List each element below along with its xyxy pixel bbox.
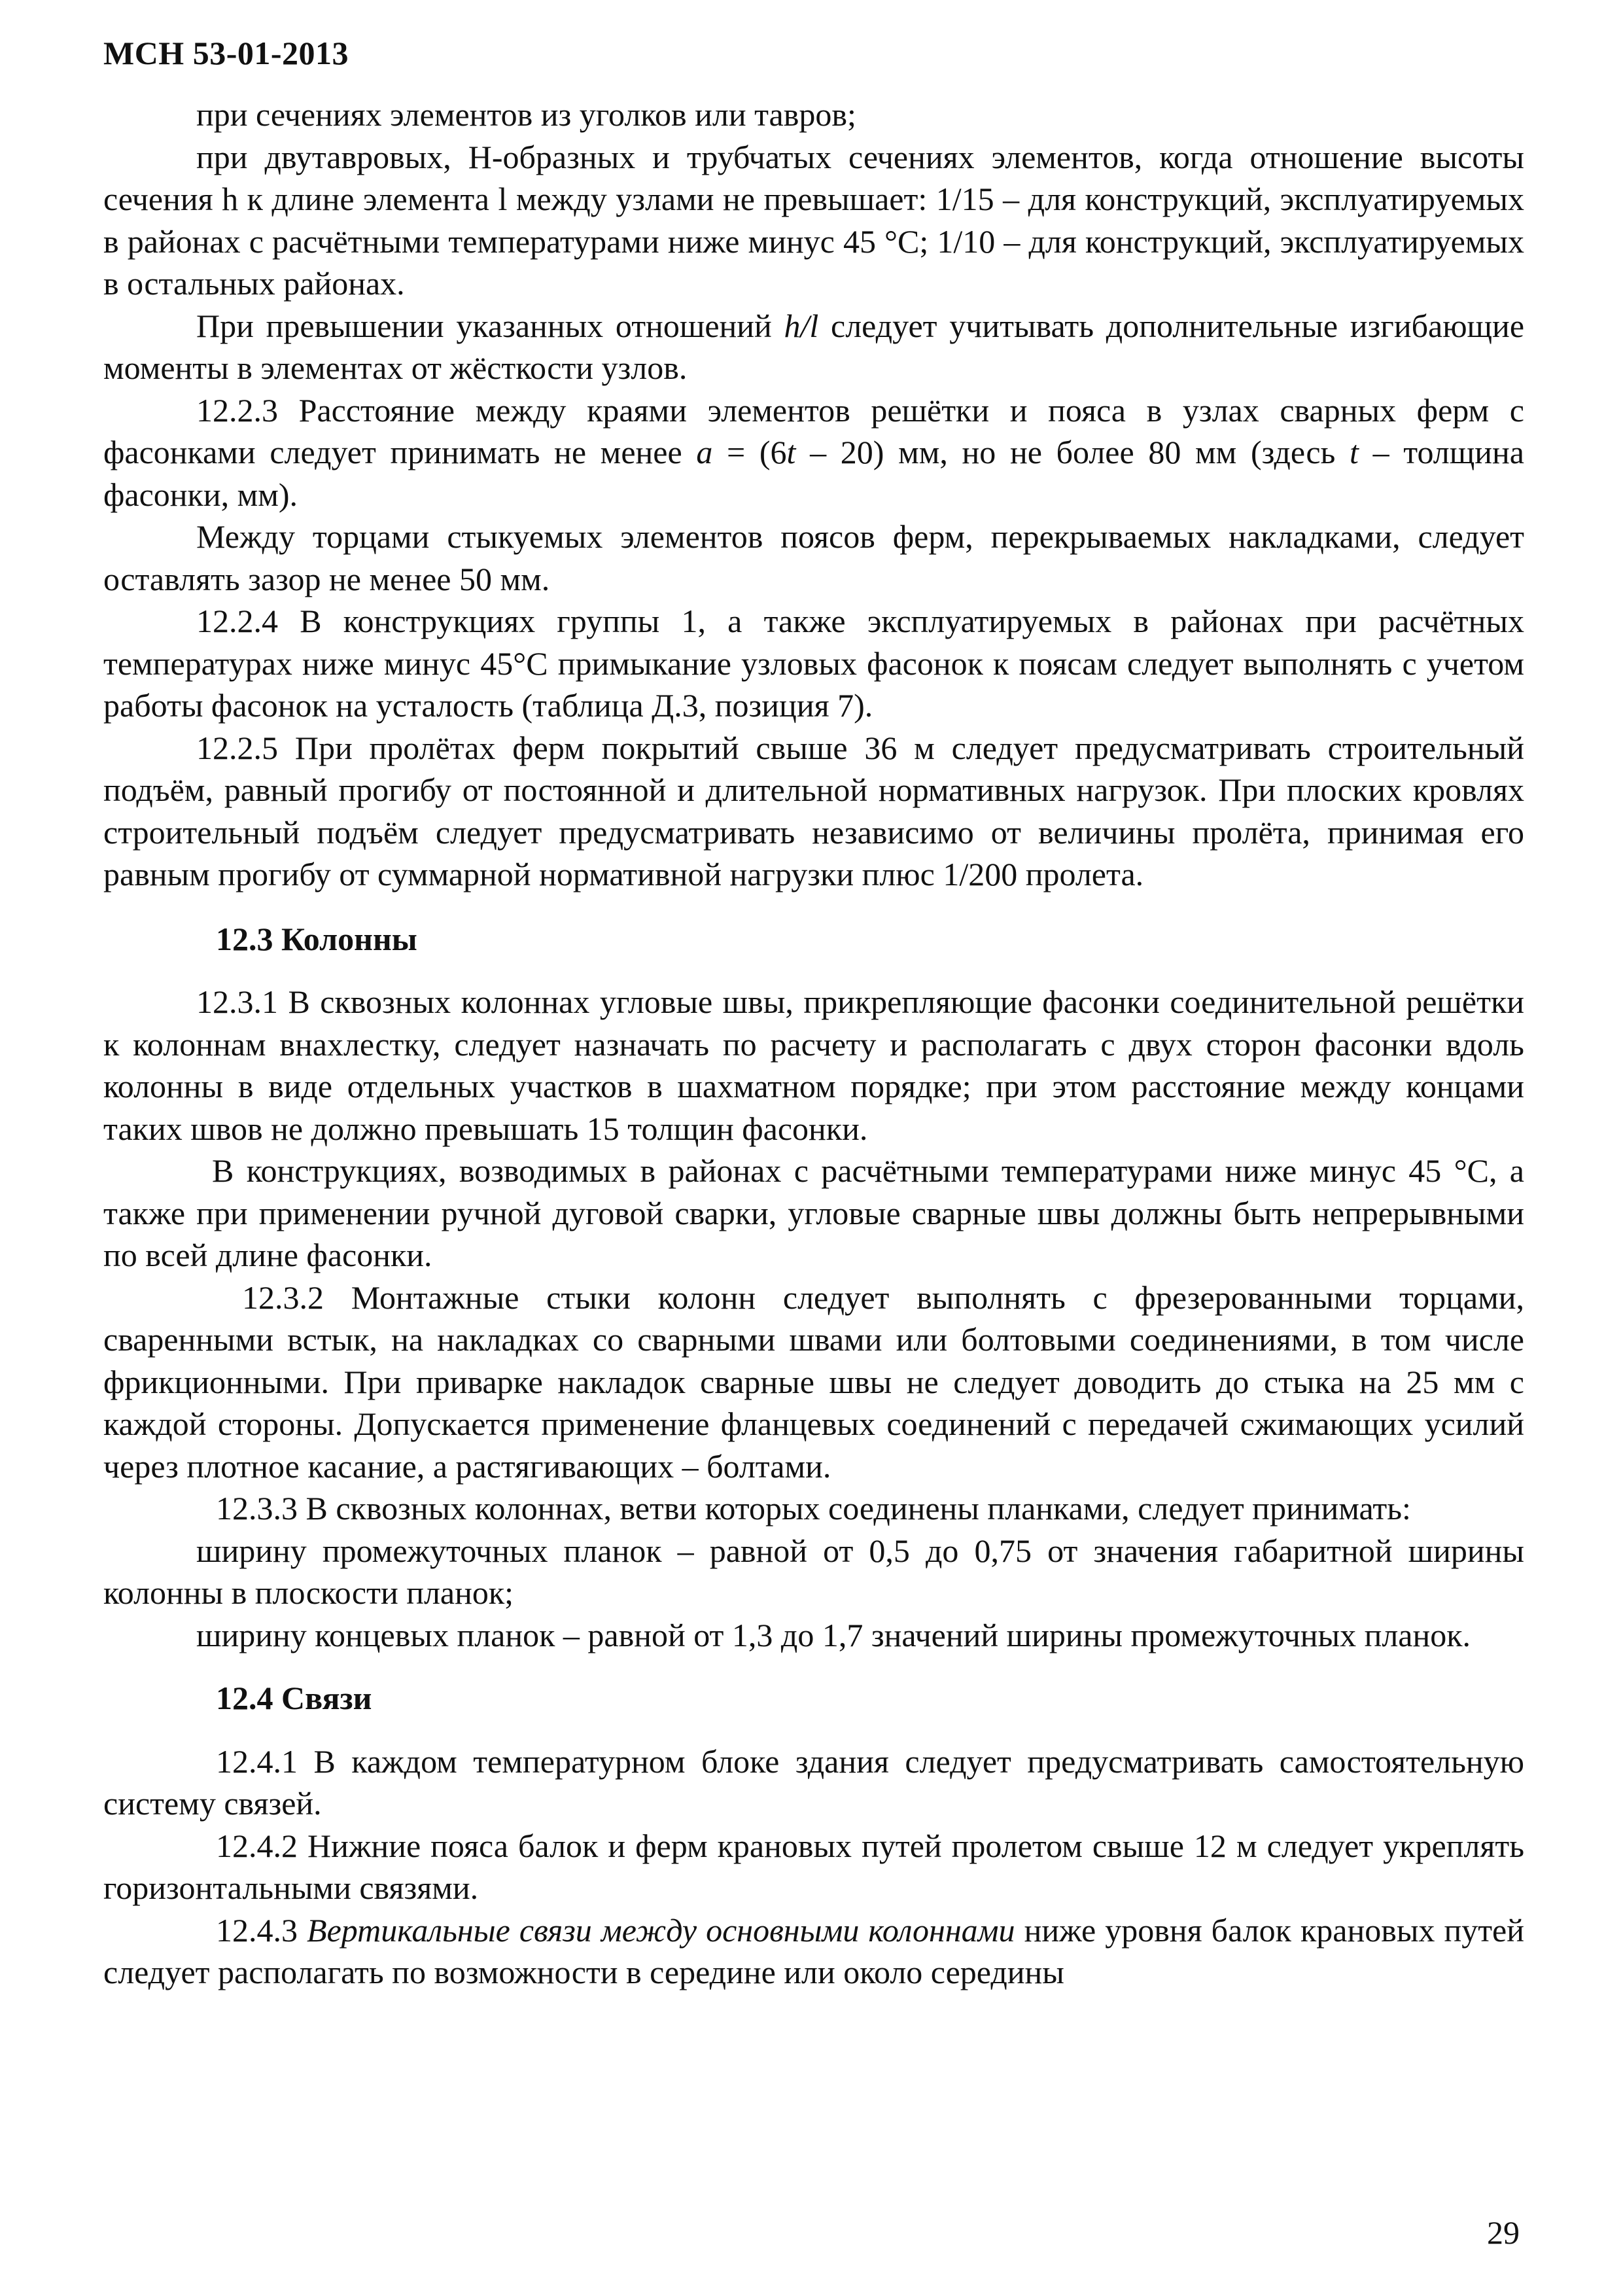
paragraph-12-3-3: 12.3.3 В сквозных колоннах, ветви которых соединены планками, следует принимать: [216, 1490, 1411, 1527]
section-heading-bracing: 12.4 Связи [216, 1680, 372, 1716]
paragraph-12-2-5: 12.2.5 При пролётах ферм покрытий свыше 36 м следует предусматривать строительный подъём, равный прогибу от постоянной и длительной нормативных нагрузок. При плоских кровлях строительный подъём следует предусматривать независимо от величины пролёта, принимая его равным прогибу от суммарной нормативной нагрузки плюс 1/200 пролета. [103, 729, 1524, 892]
paragraph-12-4-3 [103, 1909, 1524, 1994]
paragraph: при сечениях элементов из уголков или тавров; [196, 96, 856, 133]
text-run: следует учитывать дополнительные изгибающие моменты в элементах от жёсткости узлов. [103, 307, 1525, 386]
paragraph: В конструкциях, возводимых в районах с расчётными температурами ниже минус 45 °С, а также при применении ручной дуговой сварки, угловые сварные швы должны быть непрерывными по всей длине фасонки. [103, 1152, 1524, 1273]
text-run: 12.2.3 Расстояние между краями элементов решётки и пояса в узлах сварных ферм с фасонками следует принимать не менее [103, 391, 1524, 470]
paragraph: при двутавровых, Н-образных и трубчатых сечениях элементов, когда отношение высоты сечения h к длине элемента l между узлами не превышает: 1/15 – для конструкций, эксплуатируемых в районах с расчётными температурами ниже минус 45 °С; 1/10 – для конструкций, эксплуатируемых в остальных районах. [103, 138, 1524, 302]
page-body [103, 94, 1524, 1994]
text-run: – толщина фасонки, мм). [103, 434, 1524, 513]
text-run: При превышении указанных отношений [196, 307, 784, 344]
paragraph-12-2-4: 12.2.4 В конструкциях группы 1, а также эксплуатируемых в районах при расчётных температурах ниже минус 45°С примыкание узловых фасонок к поясам следует выполнять с учетом работы фасонок на усталость (таблица Д.3, позиция 7). [103, 603, 1524, 724]
paragraph: ширину концевых планок – равной от 1,3 до 1,7 значений ширины промежуточных планок. [196, 1616, 1471, 1653]
paragraph-12-2-3 [103, 389, 1524, 516]
paragraph-12-3-1: 12.3.1 В сквозных колоннах угловые швы, прикрепляющие фасонки соединительной решётки к колоннам внахлестку, следует назначать по расчету и располагать с двух сторон фасонки вдоль колонны в виде отдельных участков в шахматном порядке; при этом расстояние между концами таких швов не должно превышать 15 толщин фасонки. [103, 983, 1524, 1147]
section-heading-columns: 12.3 Колонны [216, 920, 417, 957]
italic-run: t [786, 434, 796, 470]
paragraph: Между торцами стыкуемых элементов поясов ферм, перекрываемых накладками, следует оставлять зазор не менее 50 мм. [103, 518, 1524, 597]
italic-run: a [696, 434, 713, 470]
italic-run: Вертикальные связи между основными колоннами [307, 1911, 1015, 1949]
text-run: 12.4.3 [216, 1911, 307, 1949]
italic-run: t [1350, 434, 1359, 470]
paragraph [103, 305, 1524, 389]
paragraph-12-3-2: 12.3.2 Монтажные стыки колонн следует выполнять с фрезерованными торцами, сваренными встык, на накладках со сварными швами или болтовыми соединениями, в том числе фрикционными. При приварке накладок сварные швы не следует доводить до стыка на 25 мм с каждой стороны. Допускается применение фланцевых соединений с передачей сжимающих усилий через плотное касание, а растягивающих – болтами. [103, 1279, 1524, 1485]
page-number: 29 [1487, 2214, 1520, 2251]
italic-run: h/l [784, 307, 819, 344]
text-run: ниже уровня балок крановых путей следует располагать по возможности в середине или около середины [103, 1911, 1525, 1990]
paragraph: ширину промежуточных планок – равной от 0,5 до 0,75 от значения габаритной ширины колонны в плоскости планок; [103, 1532, 1524, 1611]
document-code-header: МСН 53-01-2013 [103, 35, 349, 71]
text-run: = (6 [712, 434, 787, 470]
text-run: – 20) мм, но не более 80 мм (здесь [795, 434, 1350, 470]
paragraph-12-4-2: 12.4.2 Нижние пояса балок и ферм крановых путей пролетом свыше 12 м следует укреплять горизонтальными связями. [103, 1827, 1524, 1906]
paragraph-12-4-1: 12.4.1 В каждом температурном блоке здания следует предусматривать самостоятельную систему связей. [103, 1742, 1524, 1822]
